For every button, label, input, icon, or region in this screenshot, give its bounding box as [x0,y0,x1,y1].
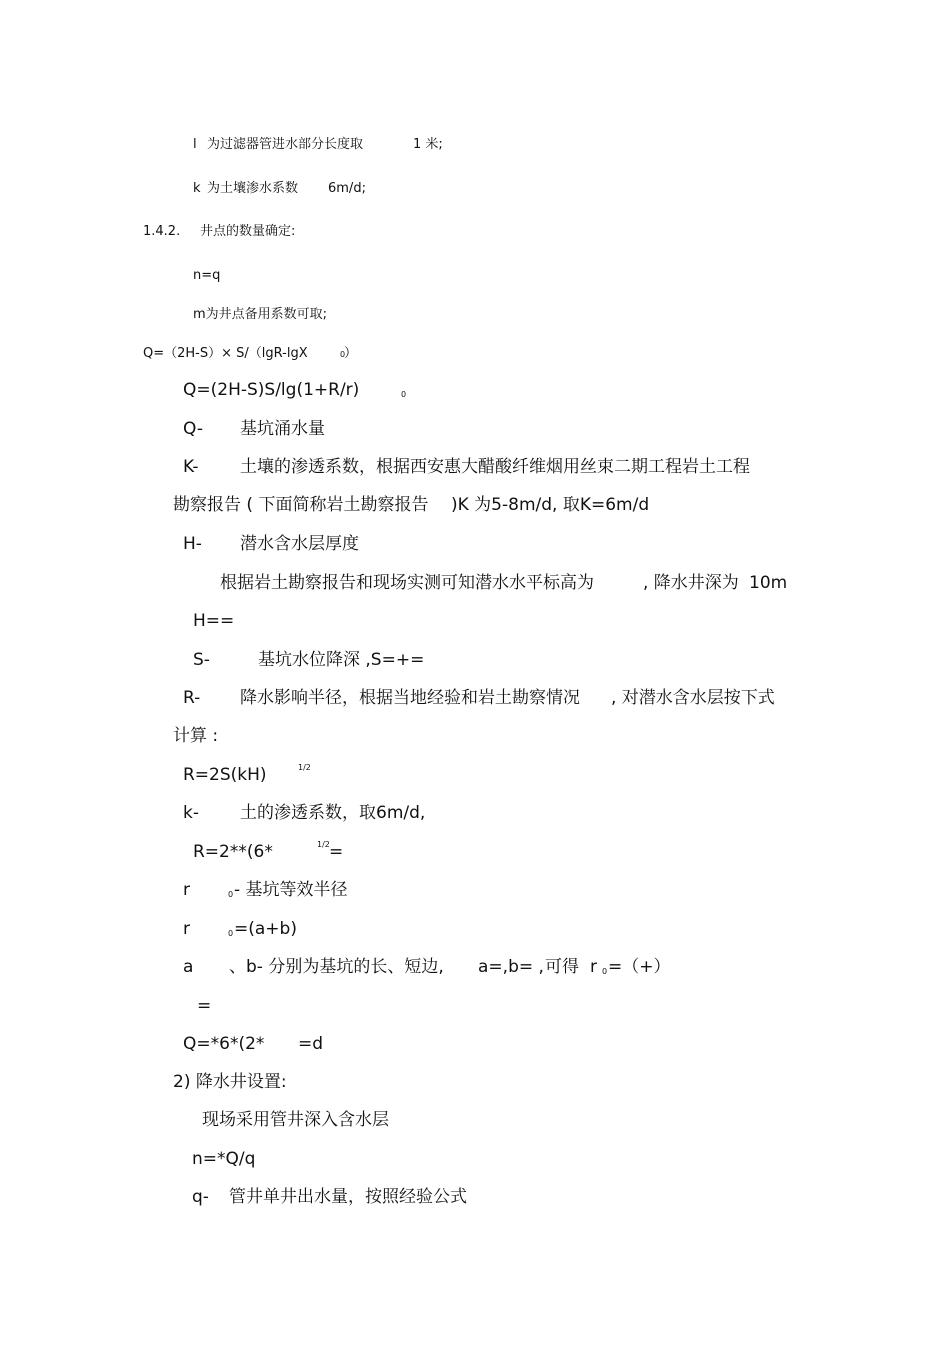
ab-r: r [590,957,597,977]
var-l: l [193,137,197,152]
r0-equation-subscript: 0 [228,929,234,938]
R-calculation-end: = [329,842,344,862]
K-definition-line1: 土壤的渗透系数，根据西安惠大醋酸纤维烟用丝束二期工程岩土工程 [240,457,750,477]
r0-definition: - 基坑等效半径 [234,880,348,900]
soil-coefficient-value: 6m/d; [328,181,366,196]
n-equation: n=q [193,268,221,283]
K-definition-line2a: 勘察报告 ( 下面简称岩土勘察报告 [173,495,429,515]
section2-paragraph: 现场采用管井深入含水层 [202,1110,389,1130]
ab-get: 可得 [545,957,579,977]
Q-calculation-a: Q=*6*(2* [183,1034,265,1054]
H-definition: 潜水含水层厚度 [240,534,359,554]
R-definition-line1b: , 对潜水含水层按下式 [611,688,775,708]
q-definition: 管井单井出水量，按照经验公式 [229,1187,467,1207]
ab-r-subscript: 0 [602,967,608,976]
Q-definition: 基坑涌水量 [240,419,325,439]
S-label: S- [193,650,210,670]
R-label: R- [183,688,201,708]
R-calculation-superscript: 1/2 [317,840,330,849]
ab-label: a [183,957,194,977]
q-label: q- [192,1187,209,1207]
q-formula-1-subscript: 0 [340,350,346,359]
R-formula: R=2S(kH) [183,765,267,785]
section-number: 1.4.2. [143,224,181,239]
filter-length-text: 为过滤器管进水部分长度取 [207,137,364,152]
r0-equation: =(a+b) [234,919,297,939]
H-equation: H== [193,611,235,631]
R-definition-line1a: 降水影响半径，根据当地经验和岩土勘察情况 [240,688,580,708]
Q-label: Q- [183,419,203,439]
q-formula-1-close: ） [344,346,358,361]
r0-subscript: 0 [228,890,234,899]
section2-title: 2) 降水井设置: [173,1072,287,1092]
equals-line: = [197,996,212,1016]
H-paragraph-c: 10m [749,573,788,593]
Q-calculation-b: =d [298,1034,324,1054]
R-formula-superscript: 1/2 [298,763,311,772]
section-title: 井点的数量确定: [200,224,296,239]
k-definition: 土的渗透系数，取6m/d, [240,803,426,823]
r0-equation-label: r [183,919,190,939]
m-definition: m为井点备用系数可取; [193,307,328,322]
K-definition-line2b: )K 为5-8m/d, 取K=6m/d [451,495,650,515]
R-definition-line2: 计算 : [173,726,219,746]
n-formula: n=*Q/q [192,1149,256,1169]
ab-values: a=,b= , [478,957,544,977]
filter-length-value: 1 米; [413,137,443,152]
ab-r-equation: =（+） [608,957,671,977]
ab-definition: 、b- 分别为基坑的长、短边, [229,957,444,977]
r0-label: r [183,880,190,900]
R-calculation: R=2**(6* [193,842,273,862]
var-k: k [193,181,201,196]
H-paragraph-a: 根据岩土勘察报告和现场实测可知潜水水平标高为 [220,573,594,593]
H-label: H- [183,534,202,554]
soil-coefficient-text: 为土壤渗水系数 [207,181,299,196]
q-formula-2-subscript: 0 [401,390,407,399]
K-label: K- [183,457,199,477]
q-formula-2: Q=(2H-S)S/lg(1+R/r) [183,380,360,400]
S-definition: 基坑水位降深 ,S=+= [258,650,425,670]
H-paragraph-b: , 降水井深为 [643,573,739,593]
k-label: k- [183,803,199,823]
q-formula-1: Q=（2H-S）× S/（lgR-lgX [143,346,308,361]
